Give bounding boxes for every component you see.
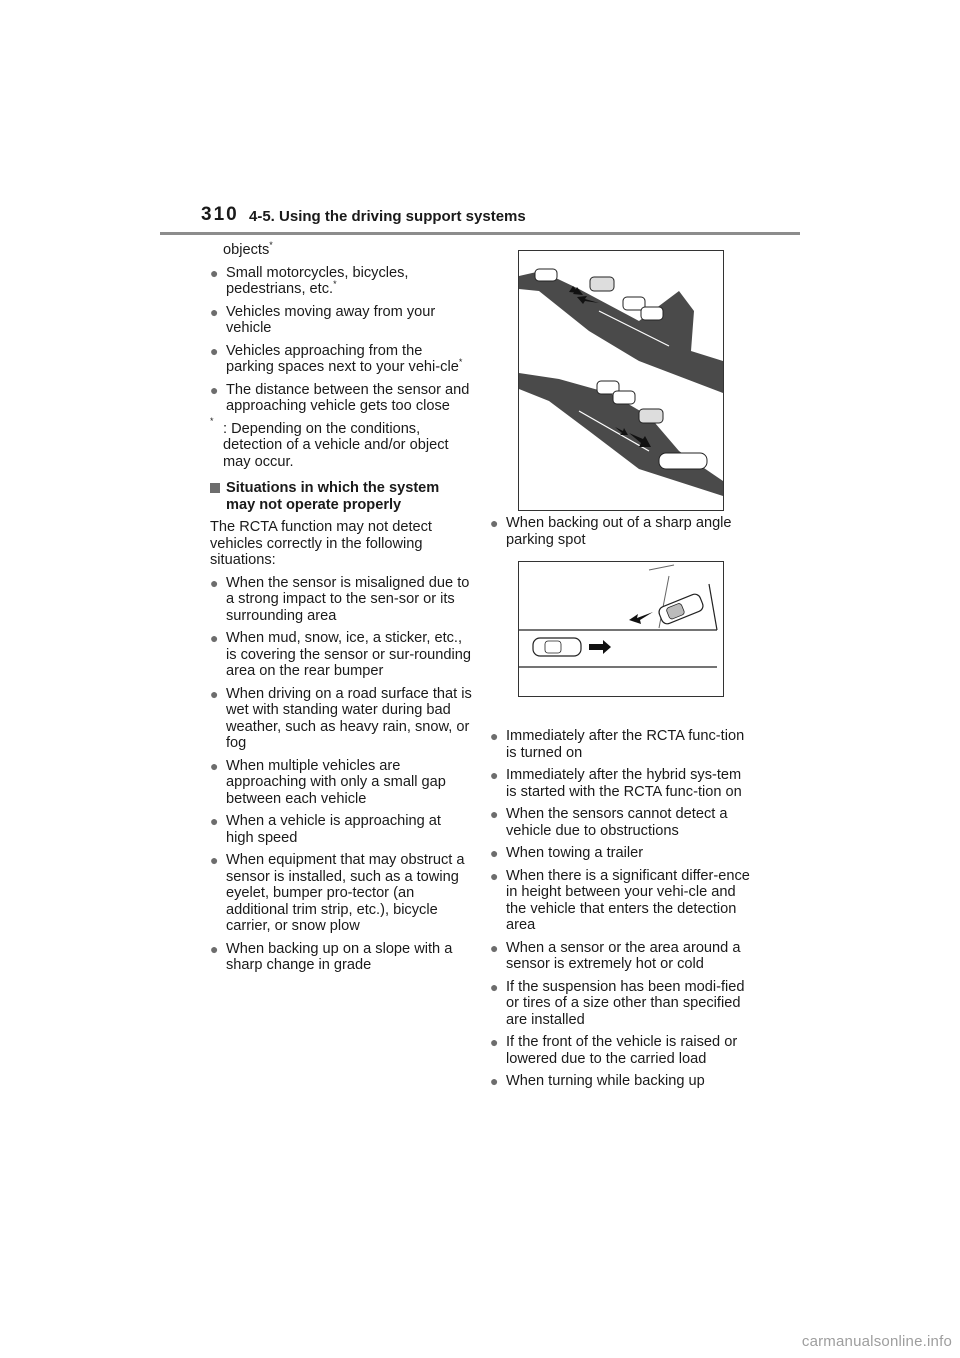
bullet-icon: ● [490, 845, 499, 861]
list-item: ● When backing out of a sharp angle parking spot [490, 515, 732, 548]
bullet-icon: ● [210, 685, 219, 702]
list-item: ● When mud, snow, ice, a sticker, etc., is covering the sensor or sur-rounding area on the rear bumper [210, 630, 471, 679]
list-item: ● If the front of the vehicle is raised or lowered due to the carried load [490, 1034, 738, 1067]
bullet-icon: ● [490, 978, 499, 995]
watermark: carmanualsonline.info [801, 1333, 952, 1350]
intro-paragraph: The RCTA function may not detect vehicles correctly in the following situations: [210, 519, 432, 568]
list-item: ● Vehicles moving away from your vehicle [210, 303, 436, 336]
list-item: ● Vehicles approaching from the parking spaces next to your vehi-cle* [210, 342, 463, 375]
bullet-icon: ● [210, 852, 219, 868]
page-number: 310 [201, 204, 239, 225]
left-column [210, 242, 472, 980]
list-item: ● When backing up on a slope with a sharp change in grade [210, 940, 453, 973]
section-title: 4-5. Using the driving support systems [249, 208, 526, 225]
list-item: ● When the sensor is misaligned due to a strong impact to the sen-sor or its surrounding area [210, 574, 470, 624]
list-item: ● When the sensors cannot detect a vehicle due to obstructions [490, 806, 728, 839]
list-item: ● If the suspension has been modi-fied or tires of a size other than specified are installed [490, 978, 745, 1028]
right-column [490, 515, 754, 1096]
bullet-icon: ● [210, 342, 219, 359]
figure-spacer [490, 570, 754, 728]
list-item: ● Small motorcycles, bicycles, pedestrians, etc.* [210, 264, 409, 297]
bullet-icon: ● [210, 630, 219, 646]
bullet-icon: ● [490, 867, 499, 884]
footnote: * : Depending on the conditions, detection of a vehicle and/or object may occur. [210, 415, 449, 470]
list-item: ● When there is a significant differ-ence in height between your vehi-cle and the vehicle that enters the detection area [490, 867, 750, 933]
bullet-icon: ● [490, 806, 499, 822]
list-item: ● Immediately after the hybrid sys-tem is started with the RCTA func-tion on [490, 767, 742, 800]
bullet-icon: ● [490, 1073, 499, 1089]
list-item: ● The distance between the sensor and approaching vehicle gets too close [210, 381, 470, 414]
bullet-icon: ● [490, 767, 499, 783]
list-item: ● Immediately after the RCTA func-tion is turned on [490, 728, 745, 761]
list-item: ● When driving on a road surface that is wet with standing water during bad weather, such as heavy rain, snow, or fog [210, 685, 472, 751]
list-item: ● When a vehicle is approaching at high speed [210, 813, 441, 846]
list-item: ● When turning while backing up [490, 1073, 705, 1089]
continuation-text: objects* [223, 240, 273, 258]
subheading: Situations in which the system may not operate properly [210, 480, 472, 513]
bullet-icon: ● [210, 264, 219, 281]
bullet-icon: ● [210, 940, 219, 957]
slope-traffic-icon [519, 251, 723, 510]
bullet-icon: ● [210, 757, 219, 774]
bullet-icon: ● [210, 381, 219, 398]
square-bullet-icon [210, 483, 220, 493]
bullet-icon: ● [490, 728, 499, 744]
bullet-icon: ● [490, 515, 499, 531]
list-item: ● When a sensor or the area around a sensor is extremely hot or cold [490, 939, 741, 972]
list-item: ● When towing a trailer [490, 845, 644, 861]
bullet-icon: ● [210, 303, 219, 320]
bullet-icon: ● [490, 939, 499, 956]
bullet-icon: ● [210, 574, 219, 591]
list-item: ● When equipment that may obstruct a sensor is installed, such as a towing eyelet, bumper pro-tector (an additional trim strip, etc.), bicycle carrier, or snow plow [210, 852, 465, 934]
slope-traffic-figure [518, 250, 724, 511]
header-rule [160, 232, 800, 235]
bullet-icon: ● [210, 813, 219, 829]
bullet-icon: ● [490, 1034, 499, 1050]
list-item: ● When multiple vehicles are approaching with only a small gap between each vehicle [210, 757, 446, 807]
